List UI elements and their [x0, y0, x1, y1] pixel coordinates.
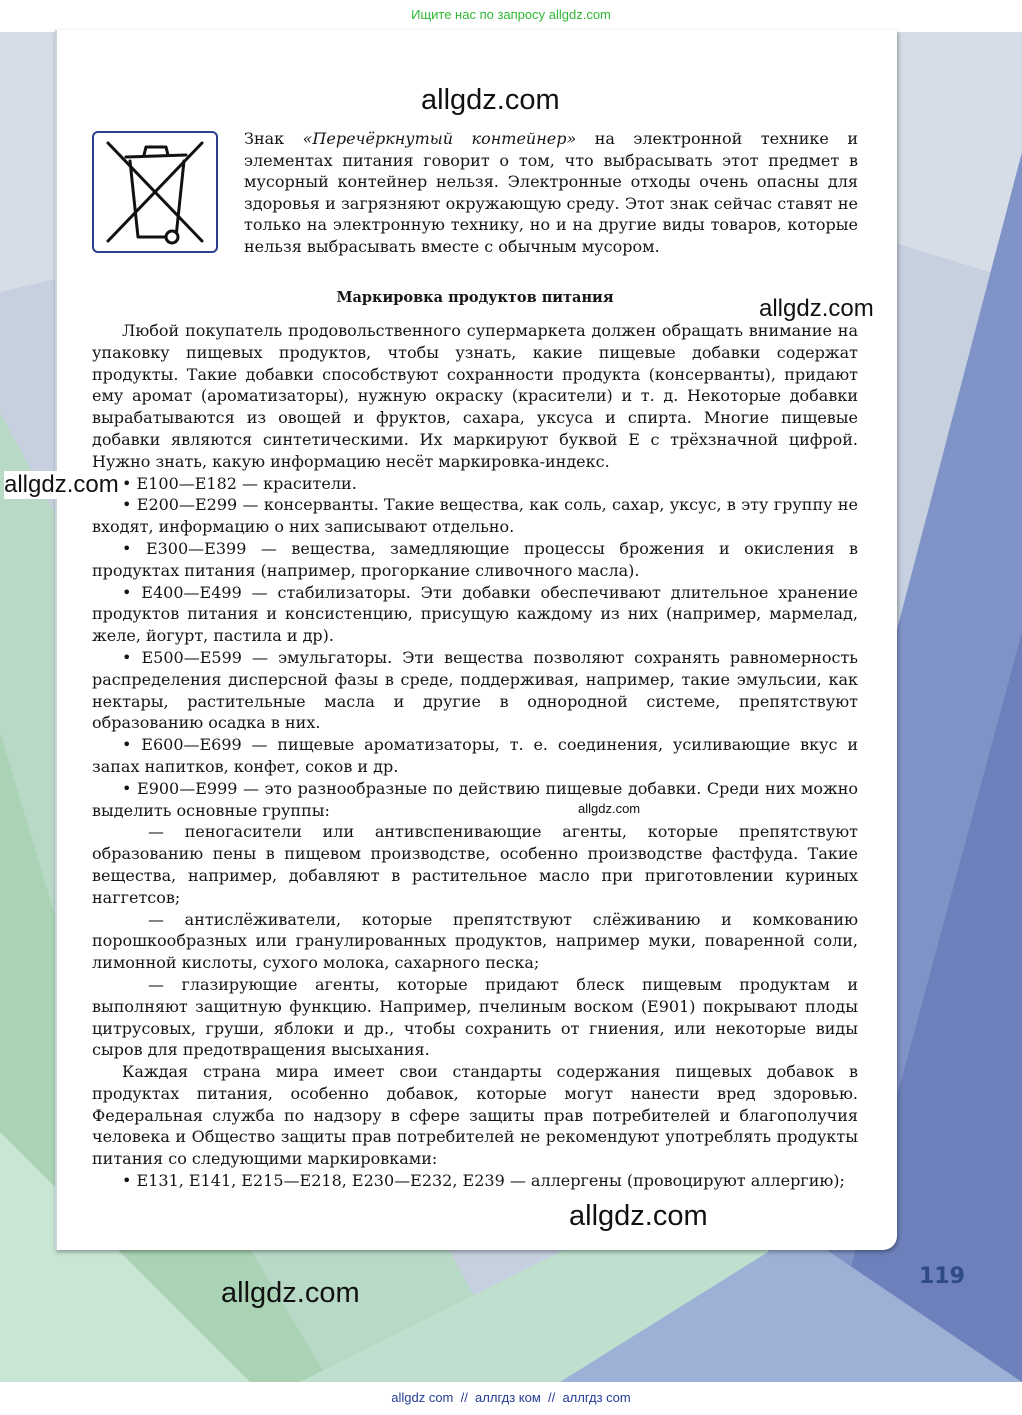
paragraph: Каждая страна мира имеет свои стандарты содержания пищевых добавок в продуктах питания, особенно добавок, которые могут нанести вред здоровью. Федеральная служба по надзору в сфере защиты прав потребителей и благополучия человека и Общество защиты прав потребителей не рекомендуют употреблять продукты питания со следующими маркировками: [92, 1062, 858, 1169]
section-heading: Маркировка продуктов питания [336, 289, 614, 306]
footer-text[interactable]: allgdz com // аллгдз ком // аллгдз com [391, 1390, 631, 1405]
watermark: allgdz.com [421, 84, 560, 116]
page-number: 119 [919, 1264, 965, 1289]
bullet-item: • Е300—Е399 — вещества, замедляющие процессы брожения и окисления в продуктах питания (например, прогоркание сливочного масла). [92, 538, 858, 580]
intro-text-rest: на электронной технике и элементах питания говорит о том, что выбрасывать этот предмет в мусорный контейнер нельзя. Электронные отходы очень опасны для здоровья и загрязняют окружающую среду. Этот знак сейчас ставят не только на электронную технику, но и на другие виды товаров, которые нельзя выбрасывать вместе с обычным мусором. [244, 129, 859, 256]
dash-item: — антислёживатели, которые препятствуют слёживанию и комкованию порошкообразных или гранулированных продуктов, например муки, поваренной соли, лимонной кислоты, сухого молока, сахарного песка; [92, 909, 858, 973]
bullet-item: • Е200—Е299 — консерванты. Такие вещества, как соль, сахар, уксус, в эту группу не входят, информацию о них записывают отдельно. [92, 495, 858, 537]
dash-item: — пеногасители или антивспенивающие агенты, которые препятствуют образованию пены в пищевом производстве, особенно производстве фастфуда. Такие вещества, например, добавляют в растительное масло при приготовлении куриных наггетсов; [92, 822, 858, 907]
watermark: allgdz.com [221, 1277, 360, 1309]
watermark: allgdz.com [569, 1200, 708, 1232]
footer-banner [0, 1382, 1022, 1415]
intro-sign-name: «Перечёркнутый контейнер» [302, 129, 577, 148]
watermark: allgdz.com [759, 295, 874, 322]
main-text [92, 320, 858, 1192]
intro-text-start: Знак [244, 129, 303, 148]
crossed-out-bin-icon [92, 131, 218, 253]
bullet-item: • Е900—Е999 — это разнообразные по действию пищевые добавки. Среди них можно выделить основные группы: [92, 778, 858, 820]
bullet-item: • Е100—Е182 — красители. [122, 473, 357, 493]
dash-item: — глазирующие агенты, которые придают блеск пищевым продуктам и выполняют защитную функцию. Например, пчелиным воском (Е901) покрывают плоды цитрусовых, груши, яблоки и др., чтобы сохранить от гниения, или некоторые виды сыров для предотвращения высыхания. [92, 974, 858, 1060]
bullet-item: • Е131, Е141, Е215—Е218, Е230—Е232, Е239 — аллергены (провоцируют аллергию); [122, 1171, 845, 1191]
bullet-item: • Е600—Е699 — пищевые ароматизаторы, т. е. соединения, усиливающие вкус и запах напитков, конфет, соков и др. [92, 735, 858, 776]
watermark: allgdz.com [4, 471, 119, 498]
watermark: allgdz.com [578, 801, 641, 816]
bullet-item: • Е400—Е499 — стабилизаторы. Эти добавки обеспечивают длительное хранение продуктов питания и консистенцию, присущую каждому из них (например, мармелад, желе, йогурт, пастила и др). [92, 582, 858, 646]
intro-paragraph [244, 128, 858, 258]
top-banner [0, 0, 1022, 32]
bullet-item: • Е500—Е599 — эмульгаторы. Эти вещества позволяют сохранять равномерность распределения дисперсной фазы в среде, поддерживая, например, такие эмульсии, как нектары, растительные масла и другие в однородной системе, препятствуют образованию осадка в них. [92, 647, 858, 733]
paragraph: Любой покупатель продовольственного супермаркета должен обращать внимание на упаковку пищевых продуктов, чтобы узнать, какие пищевые добавки содержат продукты. Такие добавки способствуют сохранности продукта (консерванты), придают ему аромат (ароматизаторы), нужную окраску (красители) и т. д. Некоторые добавки вырабатываются из овощей и фруктов, сахара, уксуса и спирта. Многие пищевые добавки являются синтетическими. Их маркируют буквой Е с трёхзначной цифрой. Нужно знать, какую информацию несёт маркировка-индекс. [92, 321, 858, 471]
top-banner-text[interactable]: Ищите нас по запросу allgdz.com [411, 7, 611, 22]
